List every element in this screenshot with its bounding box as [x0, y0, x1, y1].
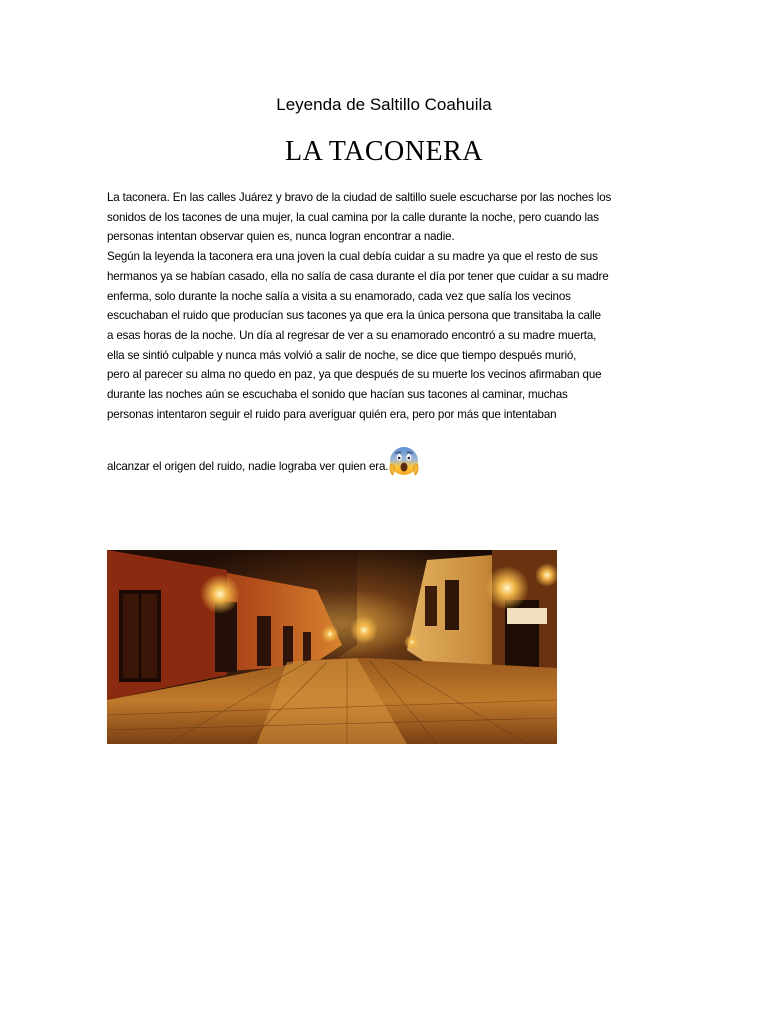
- body-line: Según la leyenda la taconera era una joven la cual debía cuidar a su madre ya que el resto de sus: [107, 250, 598, 264]
- body-line: durante las noches aún se escuchaba el sonido que hacían sus tacones al caminar, muchas: [107, 388, 568, 402]
- document-subtitle: Leyenda de Saltillo Coahuila: [276, 95, 492, 114]
- body-line: ella se sintió culpable y nunca más volvió a salir de noche, se dice que tiempo después murió,: [107, 348, 577, 362]
- body-line: enferma, solo durante la noche salía a visita a su enamorado, cada vez que salía los vecinos: [107, 289, 571, 303]
- body-line-final: alcanzar el origen del ruido, nadie lograba ver quien era.: [107, 459, 389, 473]
- body-line: sonidos de los tacones de una mujer, la cual camina por la calle durante la noche, pero cuando las: [107, 210, 599, 224]
- body-line: personas intentaron seguir el ruido para averiguar quién era, pero por más que intentaban: [107, 407, 557, 421]
- body-line: pero al parecer su alma no quedo en paz, ya que después de su muerte los vecinos afirmaban que: [107, 368, 602, 382]
- body-last-line: [107, 442, 667, 476]
- document-title: LA TACONERA: [285, 136, 483, 167]
- body-line: escuchaban el ruido que producían sus tacones ya que era la única persona que transitaba la calle: [107, 309, 601, 323]
- body-line: a esas horas de la noche. Un día al regresar de ver a su enamorado encontró a su madre muerta,: [107, 328, 597, 342]
- night-colonial-street-photo: [107, 550, 557, 744]
- body-line: hermanos ya se habían casado, ella no salía de casa durante el día por tener que cuidar a su madre: [107, 269, 609, 283]
- body-line: La taconera. En las calles Juárez y bravo de la ciudad de saltillo suele escucharse por las noches los: [107, 191, 612, 204]
- face-screaming-in-fear-icon: [389, 444, 419, 478]
- body-line: personas intentan observar quien es, nunca logran encontrar a nadie.: [107, 230, 455, 244]
- document-body: [107, 188, 667, 476]
